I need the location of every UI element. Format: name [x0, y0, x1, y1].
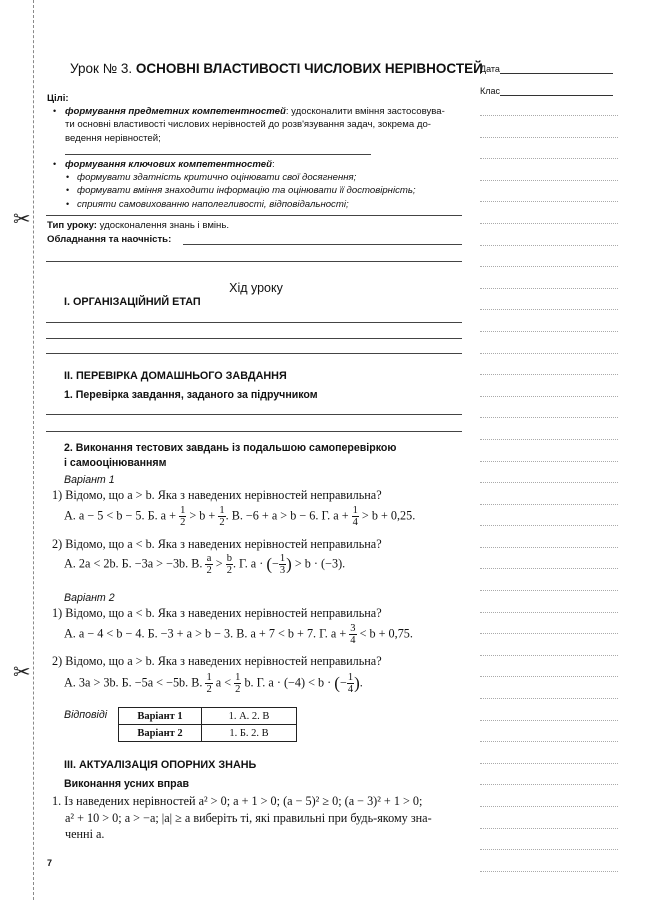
answer-options: А. a − 4 < b − 4. Б. −3 + a > b − 3. В. a + 7 < b + 7. Г. a + $\frac{3}{4}$ < b + 0,75.: [64, 623, 413, 646]
answers-table: [118, 707, 297, 742]
date-field[interactable]: Дата: [480, 63, 613, 74]
bullet-icon: •: [53, 159, 57, 170]
lesson-type: Тип уроку: удосконалення знань і вмінь.: [47, 220, 230, 231]
notes-lines: [480, 115, 618, 892]
subsection-heading: Виконання усних вправ: [64, 778, 190, 790]
variant-label: Варіант 2: [64, 592, 115, 604]
page-title: Урок № 3. ОСНОВНІ ВЛАСТИВОСТІ ЧИСЛОВИХ НЕРІВНОСТЕЙ: [70, 61, 483, 76]
page-number: 7: [47, 858, 53, 868]
key-item: • формувати здатність критично оцінювати свої досягнення;: [66, 172, 357, 184]
table-row: Варіант 1 1. А. 2. В: [119, 708, 297, 725]
variant-label: Варіант 1: [64, 474, 115, 486]
scissors-icon: ✂: [13, 660, 31, 684]
question: 2) Відомо, що a > b. Яка з наведених нерівностей неправильна?: [52, 654, 382, 668]
section-heading: III. АКТУАЛІЗАЦІЯ ОПОРНИХ ЗНАНЬ: [64, 759, 257, 771]
equipment-label: Обладнання та наочність:: [47, 234, 172, 245]
section-heading: II. ПЕРЕВІРКА ДОМАШНЬОГО ЗАВДАННЯ: [64, 370, 287, 382]
exercise-text: 1. Із наведених нерівностей a² > 0; a + 1 > 0; (a − 5)² ≥ 0; (a − 3)² + 1 > 0; a² + 10 > 0; a > −a; |a| ≥ a виберіть ті, які правильні при будь-якому зна- ченні a.: [52, 794, 432, 841]
answers-label: Відповіді: [64, 709, 108, 721]
answer-options: А. a − 5 < b − 5. Б. a + $\frac{1}{2}$ > b + $\frac{1}{2}$ . В. −6 + a > b − 6. Г. a + $\frac{1}{4}$ > b + 0,25.: [64, 505, 416, 528]
key-item: • формувати вміння знаходити інформацію та оцінювати її достовірність;: [66, 185, 416, 197]
scissors-icon: ✂: [13, 207, 31, 231]
course-title: Хід уроку: [229, 281, 283, 295]
goals-label: Цілі:: [47, 93, 69, 104]
goals-block: Цілі: • формування предметних компетентностей: удосконалити вміння застосовува- ти основні властивості числових нерівностей до розв'язування задач, зокрема до- ведення нерівностей; • формування ключових компетентностей: • формувати здатність критично оцінювати свої досягнення; • формувати вміння знаходити інформацію та оцінювати її достовірність; • сприяти самовихованню наполегливості, відповідальності;: [47, 92, 467, 211]
bullet-icon: •: [53, 106, 57, 117]
question: 2) Відомо, що a < b. Яка з наведених нерівностей неправильна?: [52, 537, 382, 551]
section-heading: I. ОРГАНІЗАЦІЙНИЙ ЕТАП: [64, 296, 201, 308]
table-row: Варіант 2 1. Б. 2. В: [119, 725, 297, 742]
question: 1) Відомо, що a > b. Яка з наведених нерівностей неправильна?: [52, 488, 382, 502]
class-field[interactable]: Клас: [480, 85, 613, 96]
key-item: • сприяти самовихованню наполегливості, відповідальності;: [66, 198, 349, 210]
answer-options: А. 2a < 2b. Б. −3a > −3b. В. $\frac{a}{2}$ > $\frac{b}{2}$ . Г. a · (− $\frac{1}{3}$ ) > b · (−3).: [64, 553, 346, 576]
cut-line: [33, 0, 34, 900]
question: 1) Відомо, що a < b. Яка з наведених нерівностей неправильна?: [52, 606, 382, 620]
subsection-heading: 2. Виконання тестових завдань із подальшою самоперевіркою і самооцінюванням: [64, 442, 397, 469]
subsection-heading: 1. Перевірка завдання, заданого за підручником: [64, 389, 318, 401]
answer-options: А. 3a > 3b. Б. −5a < −5b. В. $\frac{1}{2}$ a < $\frac{1}{2}$ b. Г. a · (−4) < b · (− $\frac{1}{4}$ ).: [64, 672, 363, 695]
